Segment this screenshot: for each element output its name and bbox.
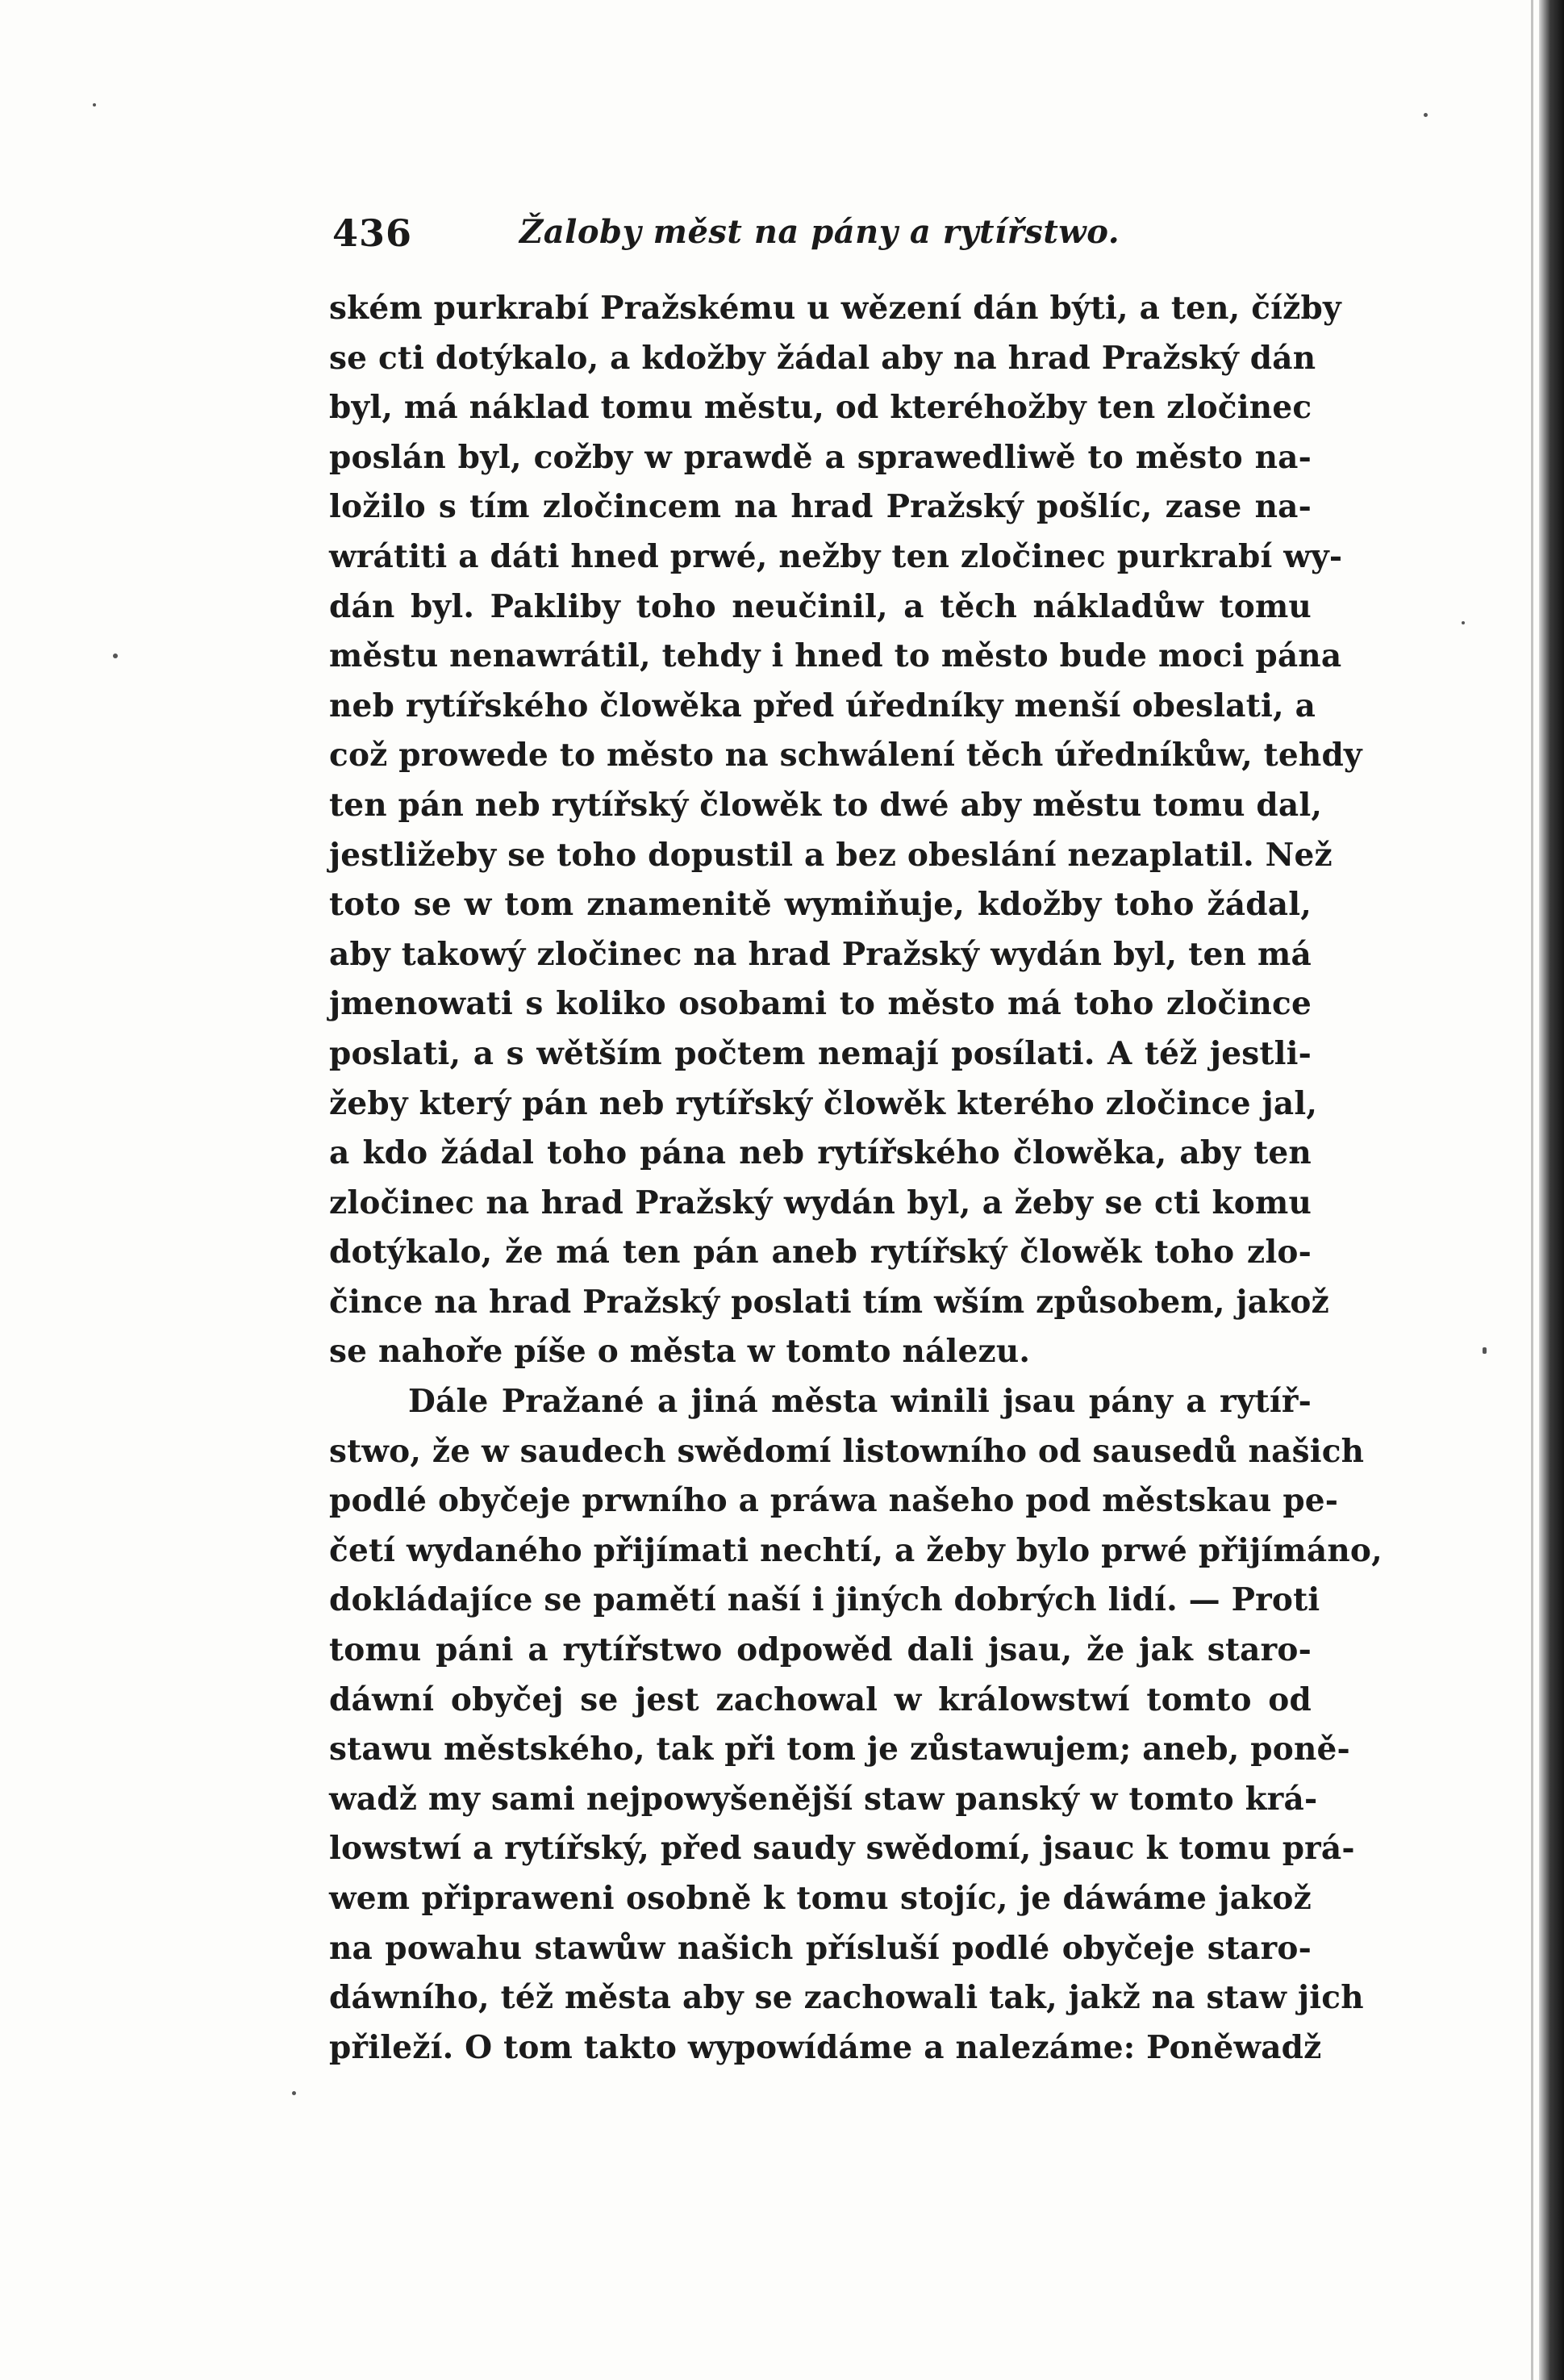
text-line: přileží. O tom takto wypowídáme a nalezáme: Poněwadž: [329, 2028, 1322, 2066]
text-line: se cti dotýkalo, a kdožby žádal aby na hrad Pražský dán: [329, 339, 1316, 377]
body-text: [329, 284, 1383, 2073]
text-line: dáwního, též města aby se zachowali tak, jakž na staw jich: [329, 1979, 1364, 2017]
text-line: neb rytířského člowěka před úředníky menší obeslati, a: [329, 687, 1316, 724]
text-line: aby takowý zločinec na hrad Pražský wydán byl, ten má: [329, 935, 1312, 973]
speck-mark: [1483, 1347, 1487, 1354]
text-line: ložilo s tím zločincem na hrad Pražský pošlíc, zase na-: [329, 488, 1312, 526]
text-line: se nahoře píše o města w tomto nálezu.: [329, 1333, 1031, 1371]
text-line: což prowede to město na schwálení těch úředníkůw, tehdy: [329, 737, 1362, 775]
text-line: stwo, že w saudech swědomí listowního od sausedů našich: [329, 1432, 1365, 1470]
text-line: wem připraweni osobně k tomu stojíc, je dáwáme jakož: [329, 1880, 1312, 1917]
text-line: městu nenawrátil, tehdy i hned to město bude moci pána: [329, 637, 1342, 675]
paragraph-start-line: Dále Pražané a jiná města winili jsau pány a rytíř-: [408, 1383, 1312, 1421]
text-line: stawu městského, tak při tom je zůstawujem; aneb, poně-: [329, 1731, 1350, 1768]
page-edge-line: [1531, 0, 1533, 2380]
text-line: a kdo žádal toho pána neb rytířského člowěka, aby ten: [329, 1134, 1312, 1172]
text-line: tomu páni a rytířstwo odpowěd dali jsau, že jak staro-: [329, 1631, 1312, 1669]
speck-mark: [93, 103, 96, 106]
speck-mark: [113, 653, 118, 658]
text-line: toto se w tom znamenitě wymiňuje, kdožby toho žádal,: [329, 886, 1312, 924]
page-number: 436: [332, 211, 413, 255]
text-line: ském purkrabí Pražskému u wězení dán býti, a ten, čížby: [329, 290, 1341, 327]
text-line: dotýkalo, že má ten pán aneb rytířský člowěk toho zlo-: [329, 1234, 1312, 1271]
text-line: byl, má náklad tomu městu, od kteréhožby ten zločinec: [329, 389, 1312, 427]
speck-mark: [1424, 113, 1428, 117]
text-line: podlé obyčeje prwního a práwa našeho pod městskau pe-: [329, 1482, 1339, 1520]
page-edge-shadow: [1539, 0, 1564, 2380]
text-line: wrátiti a dáti hned prwé, nežby ten zločinec purkrabí wy-: [329, 537, 1343, 575]
text-line: jestližeby se toho dopustil a bez obeslání nezaplatil. Než: [329, 836, 1333, 874]
running-title: Žaloby měst na pány a rytířstwo.: [519, 213, 1120, 251]
text-line: četí wydaného přijímati nechtí, a žeby bylo prwé přijímáno,: [329, 1531, 1383, 1569]
text-line: poslati, a s wětším počtem nemají posílati. A též jestli-: [329, 1034, 1312, 1072]
text-line: žeby který pán neb rytířský člowěk kterého zločince jal,: [329, 1084, 1318, 1122]
text-line: poslán byl, cožby w prawdě a sprawedliwě to město na-: [329, 438, 1312, 476]
text-line: wadž my sami nejpowyšenější staw panský w tomto krá-: [329, 1780, 1318, 1818]
text-line: lowstwí a rytířský, před saudy swědomí, jsauc k tomu prá-: [329, 1830, 1355, 1868]
text-line: dokládajíce se pamětí naší i jiných dobrých lidí. — Proti: [329, 1581, 1320, 1619]
page-header: [332, 211, 1316, 260]
text-line: jmenowati s koliko osobami to město má toho zločince: [329, 985, 1312, 1023]
text-line: zločinec na hrad Pražský wydán byl, a žeby se cti komu: [329, 1184, 1312, 1221]
speck-mark: [292, 2091, 296, 2095]
text-line: dán byl. Pakliby toho neučinil, a těch nákladůw tomu: [329, 587, 1312, 625]
speck-mark: [1462, 621, 1465, 624]
text-line: ten pán neb rytířský člowěk to dwé aby městu tomu dal,: [329, 786, 1323, 824]
text-line: na powahu stawůw našich přísluší podlé obyčeje staro-: [329, 1929, 1312, 1967]
text-line: dáwní obyčej se jest zachowal w králowstwí tomto od: [329, 1681, 1312, 1718]
text-line: čince na hrad Pražský poslati tím wším způsobem, jakož: [329, 1283, 1329, 1321]
